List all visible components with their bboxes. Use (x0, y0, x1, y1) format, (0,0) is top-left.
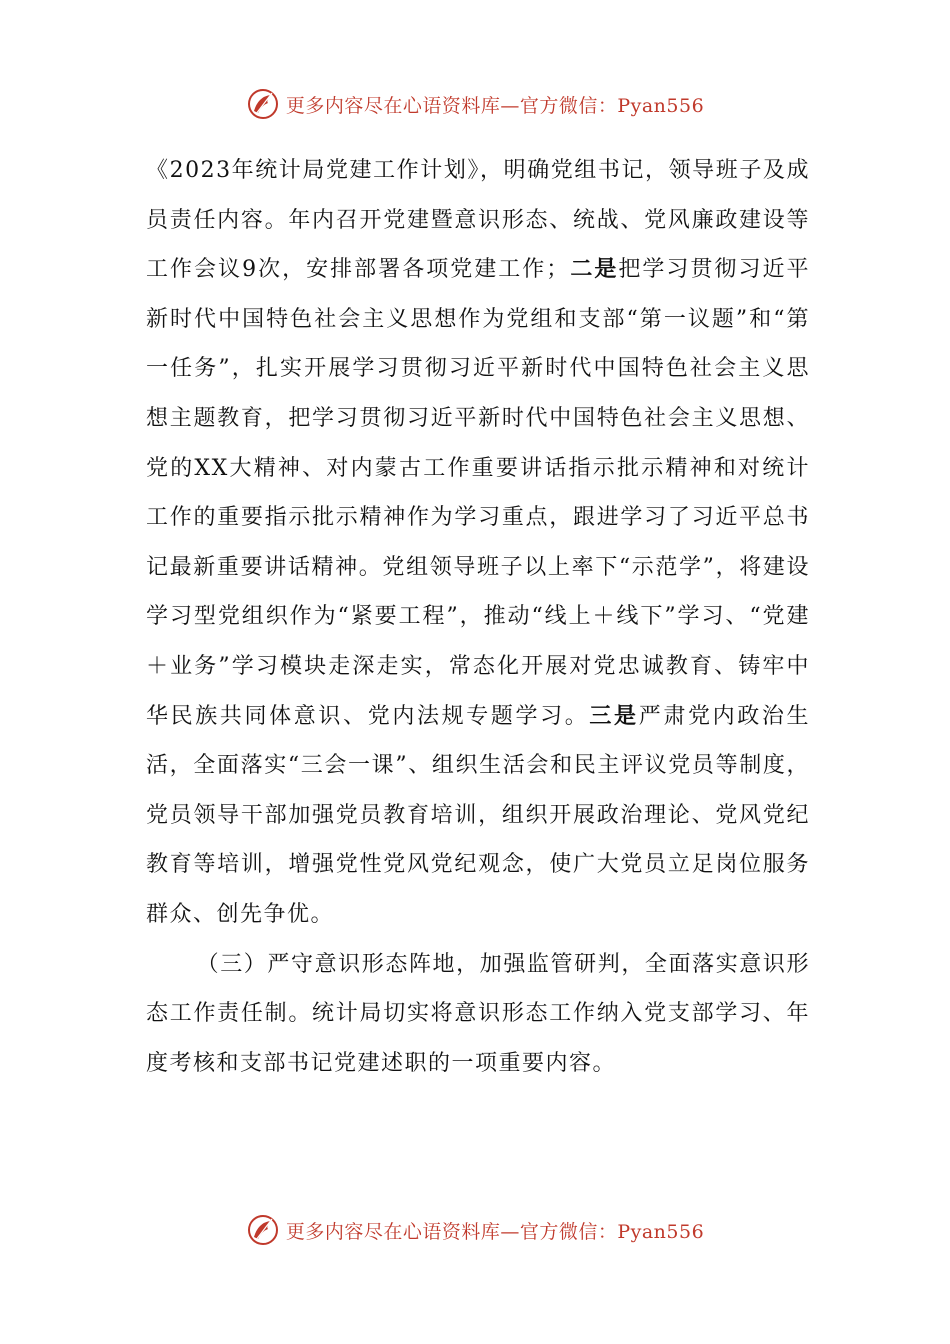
pen-logo-icon (246, 87, 280, 121)
watermark-text: 更多内容尽在心语资料库—官方微信：Pyan556 (285, 94, 705, 117)
pen-logo-icon (246, 1213, 280, 1247)
paragraph-2 (146, 940, 810, 1089)
emphasis-segment: 三是 (589, 702, 639, 729)
text-segment: 把学习贯彻习近平新时代中国特色社会主义思想作为党组和支部“第一议题”和“第一任务”，扎实开展学习贯彻习近平新时代中国特色社会主义思想主题教育，把学习贯彻习近平新时代中国特色社会主义思想、党的XX大精神、对内蒙古工作重要讲话指示批示精神和对统计工作的重要指示批示精神作为学习重点，跟进学习了习近平总书记最新重要讲话精神。党组领导班子以上率下“示范学”，将建设学习型党组织作为“紧要工程”，推动“线上＋线下”学习、“党建＋业务”学习模块走深走实，常态化开展对党忠诚教育、铸牢中华民族共同体意识、党内法规专题学习。 (146, 257, 810, 729)
watermark-text: 更多内容尽在心语资料库—官方微信：Pyan556 (285, 1220, 705, 1243)
emphasis-segment: 二是 (569, 256, 619, 283)
text-segment: （三）严守意识形态阵地，加强监管研判，全面落实意识形态工作责任制。统计局切实将意识形态工作纳入党支部学习、年度考核和支部书记党建述职的一项重要内容。 (146, 951, 810, 1076)
watermark-banner-top (0, 84, 950, 124)
paragraph-1 (146, 146, 810, 940)
text-segment: 《2023年统计局党建工作计划》，明确党组书记，领导班子及成员责任内容。年内召开党建暨意识形态、统战、党风廉政建设等工作会议9次，安排部署各项党建工作； (146, 158, 810, 283)
document-body (146, 146, 810, 1088)
text-segment: 严肃党内政治生活，全面落实“三会一课”、组织生活会和民主评议党员等制度，党员领导干部加强党员教育培训，组织开展政治理论、党风党纪教育等培训，增强党性党风党纪观念，使广大党员立足岗位服务群众、创先争优。 (146, 703, 810, 927)
watermark-banner-bottom (0, 1210, 950, 1250)
